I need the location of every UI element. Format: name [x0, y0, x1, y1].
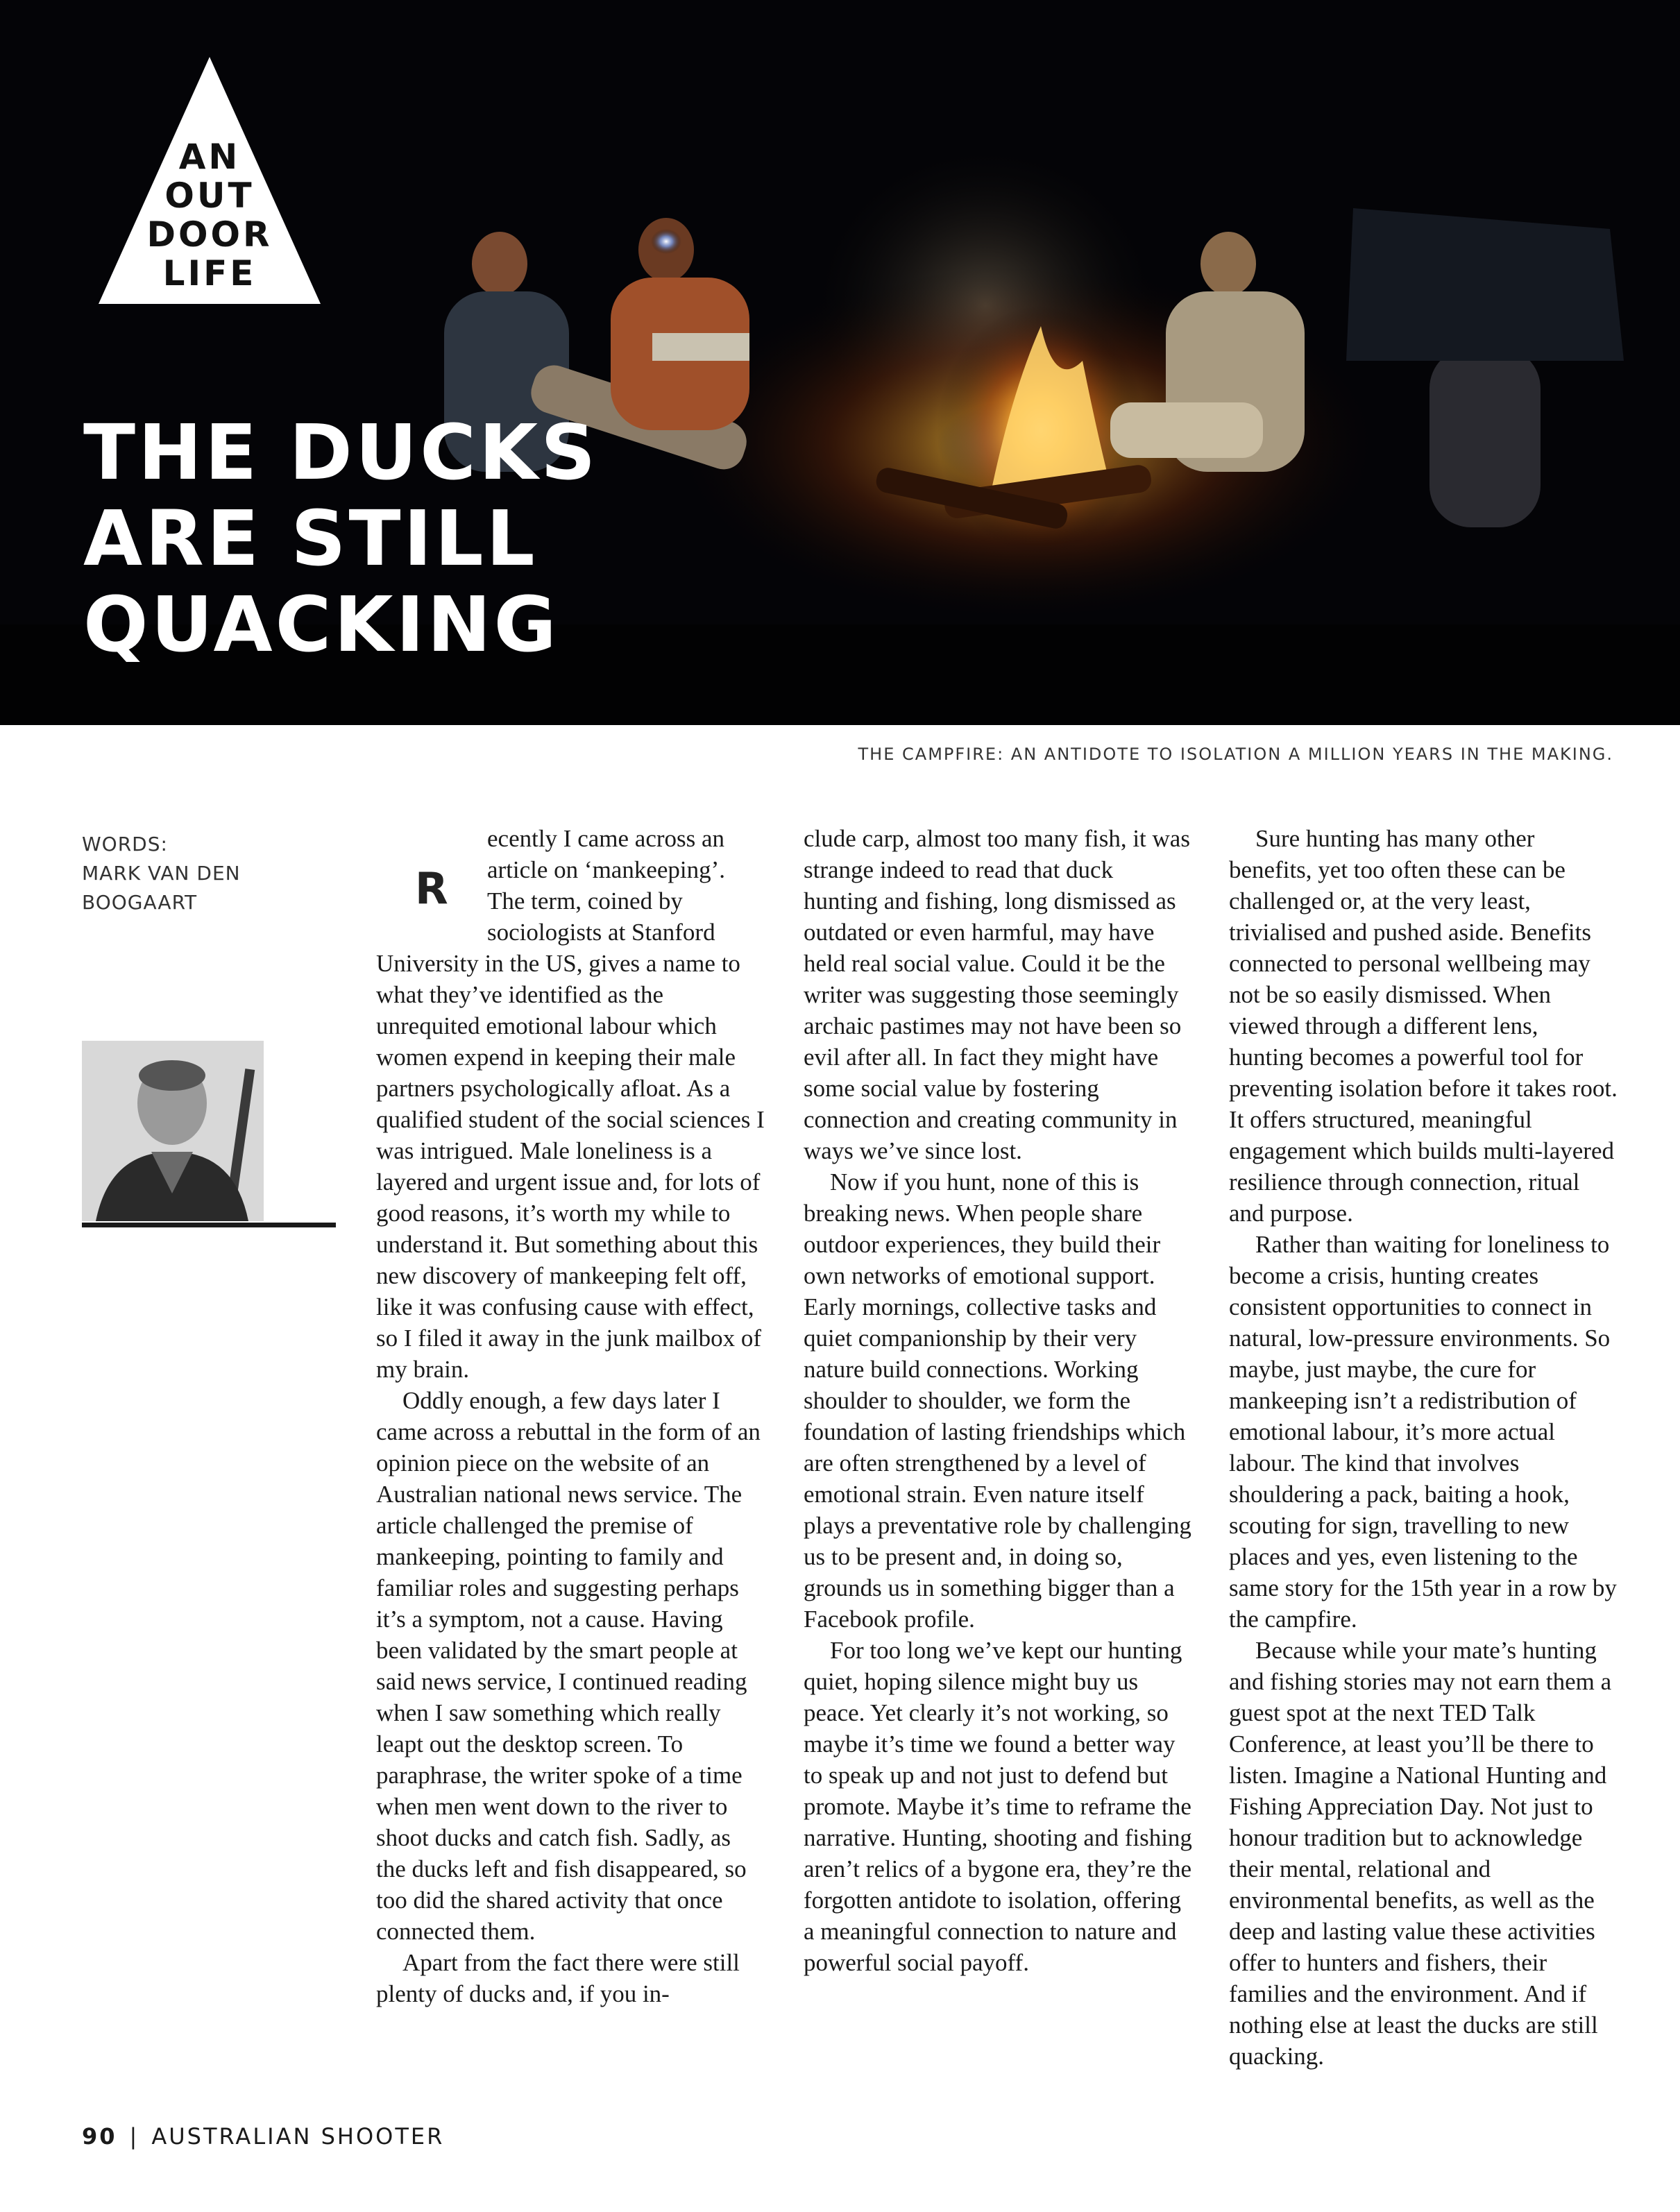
byline-label: WORDS:	[82, 833, 168, 856]
article-paragraph: Oddly enough, a few days later I came across a rebuttal in the form of an opinion piece on the website of an Australian national news service. The article challenged the premise of mankeeping, pointing to family and familiar roles and suggesting perhaps it’s a symptom, not a cause. Having been validated by the smart people at said news service, I continued reading when I saw something which really leapt out the desktop screen. To paraphrase, the writer spoke of a time when men went down to the river to shoot ducks and catch fish. Sadly, as the ducks left and fish disappeared, so too did the shared activity that once connected them.	[376, 1387, 761, 1945]
author-portrait-image	[82, 1041, 264, 1221]
article-paragraph: For too long we’ve kept our hunting quiet, hoping silence might buy us peace. Yet clearly it’s not working, so maybe it’s time we found a better way to speak up and not just to defend but promote. Maybe it’s time to reframe the narrative. Hunting, shooting and fishing aren’t relics of a bygone era, they’re the forgotten antidote to isolation, offering a meaningful connection to nature and powerful social payoff.	[804, 1637, 1192, 1976]
page-footer	[82, 2123, 444, 2150]
author-divider	[82, 1223, 336, 1227]
article-paragraph: Rather than waiting for loneliness to become a crisis, hunting creates consistent opportunities to connect in natural, low-pressure environments. So maybe, just maybe, the cure for mankeeping isn’t a redistribution of emotional labour, it’s more actual labour. The kind that involves shouldering a pack, baiting a hook, scouting for sign, travelling to new places and yes, even listening to the same story for the 15th year in a row by the campfire.	[1229, 1231, 1617, 1633]
author-name-line-2: BOOGAART	[82, 891, 198, 914]
article-paragraph: clude carp, almost too many fish, it was strange indeed to read that duck hunting and fishing, long dismissed as outdated or even harmful, may have held real social value. Could it be the writer was suggesting those seemingly archaic pastimes may not have been so evil after all. In fact they might have some social value by fostering connection and creating community in ways we’ve since lost.	[804, 825, 1190, 1164]
section-badge	[97, 56, 322, 305]
article-paragraph: Because while your mate’s hunting and fishing stories may not earn them a guest spot at the next TED Talk Conference, at least you’ll be there to listen. Imagine a National Hunting and Fishing Appreciation Day. Not just to honour tradition but to acknowledge their mental, relational and environmental benefits, as well as the deep and lasting value these activities offer to hunters and fishers, their families and the environment. And if nothing else at least the ducks are still quacking.	[1229, 1637, 1612, 2070]
photo-caption: THE CAMPFIRE: AN ANTIDOTE TO ISOLATION A MILLION YEARS IN THE MAKING.	[858, 745, 1613, 764]
hero-photo	[0, 0, 1680, 725]
author-name-line-1: MARK VAN DEN	[82, 862, 241, 885]
magazine-name: AUSTRALIAN SHOOTER	[151, 2123, 445, 2150]
article-paragraph: Now if you hunt, none of this is breaking news. When people share outdoor experiences, they build their own networks of emotional support. Early mornings, collective tasks and quiet companionship by their very nature build connections. Working shoulder to shoulder, we form the foundation of lasting friendships which are often strengthened by a level of emotional strain. Even nature itself plays a preventative role by challenging us to be present and, in doing so, grounds us in something bigger than a Facebook profile.	[804, 1168, 1191, 1633]
article-paragraph: Apart from the fact there were still plenty of ducks and, if you in-	[376, 1949, 740, 2007]
author-photo	[82, 1041, 264, 1221]
article-column-1	[376, 823, 765, 2009]
article-column-3	[1229, 823, 1618, 2072]
badge-label: AN OUT DOOR LIFE	[146, 137, 273, 293]
article-paragraph: Sure hunting has many other benefits, yet too often these can be challenged or, at the very least, trivialised and pushed aside. Benefits connected to personal wellbeing may not be so easily dismissed. When viewed through a different lens, hunting becomes a powerful tool for preventing isolation before it takes root. It offers structured, meaningful engagement which builds multi-layered resilience through connection, ritual and purpose.	[1229, 825, 1618, 1227]
article-column-2	[804, 823, 1192, 1978]
drop-cap: R	[415, 863, 448, 914]
footer-separator: |	[129, 2123, 139, 2150]
byline	[82, 830, 290, 917]
article-headline: THE DUCKS ARE STILL QUACKING	[83, 408, 599, 669]
page-number: 90	[82, 2123, 117, 2150]
article-paragraph: R ecently I came across an article on ‘mankeeping’. The term, coined by sociologists at Stanford University in the US, gives a name to what they’ve identified as the unrequited emotional labour which women expend in keeping their male partners psychologically afloat. As a qualified student of the social sciences I was intrigued. Male loneliness is a layered and urgent issue and, for lots of good reasons, it’s worth my while to understand it. But something about this new discovery of mankeeping felt off, like it was confusing cause with effect, so I filed it away in the junk mailbox of my brain.	[376, 823, 765, 1385]
